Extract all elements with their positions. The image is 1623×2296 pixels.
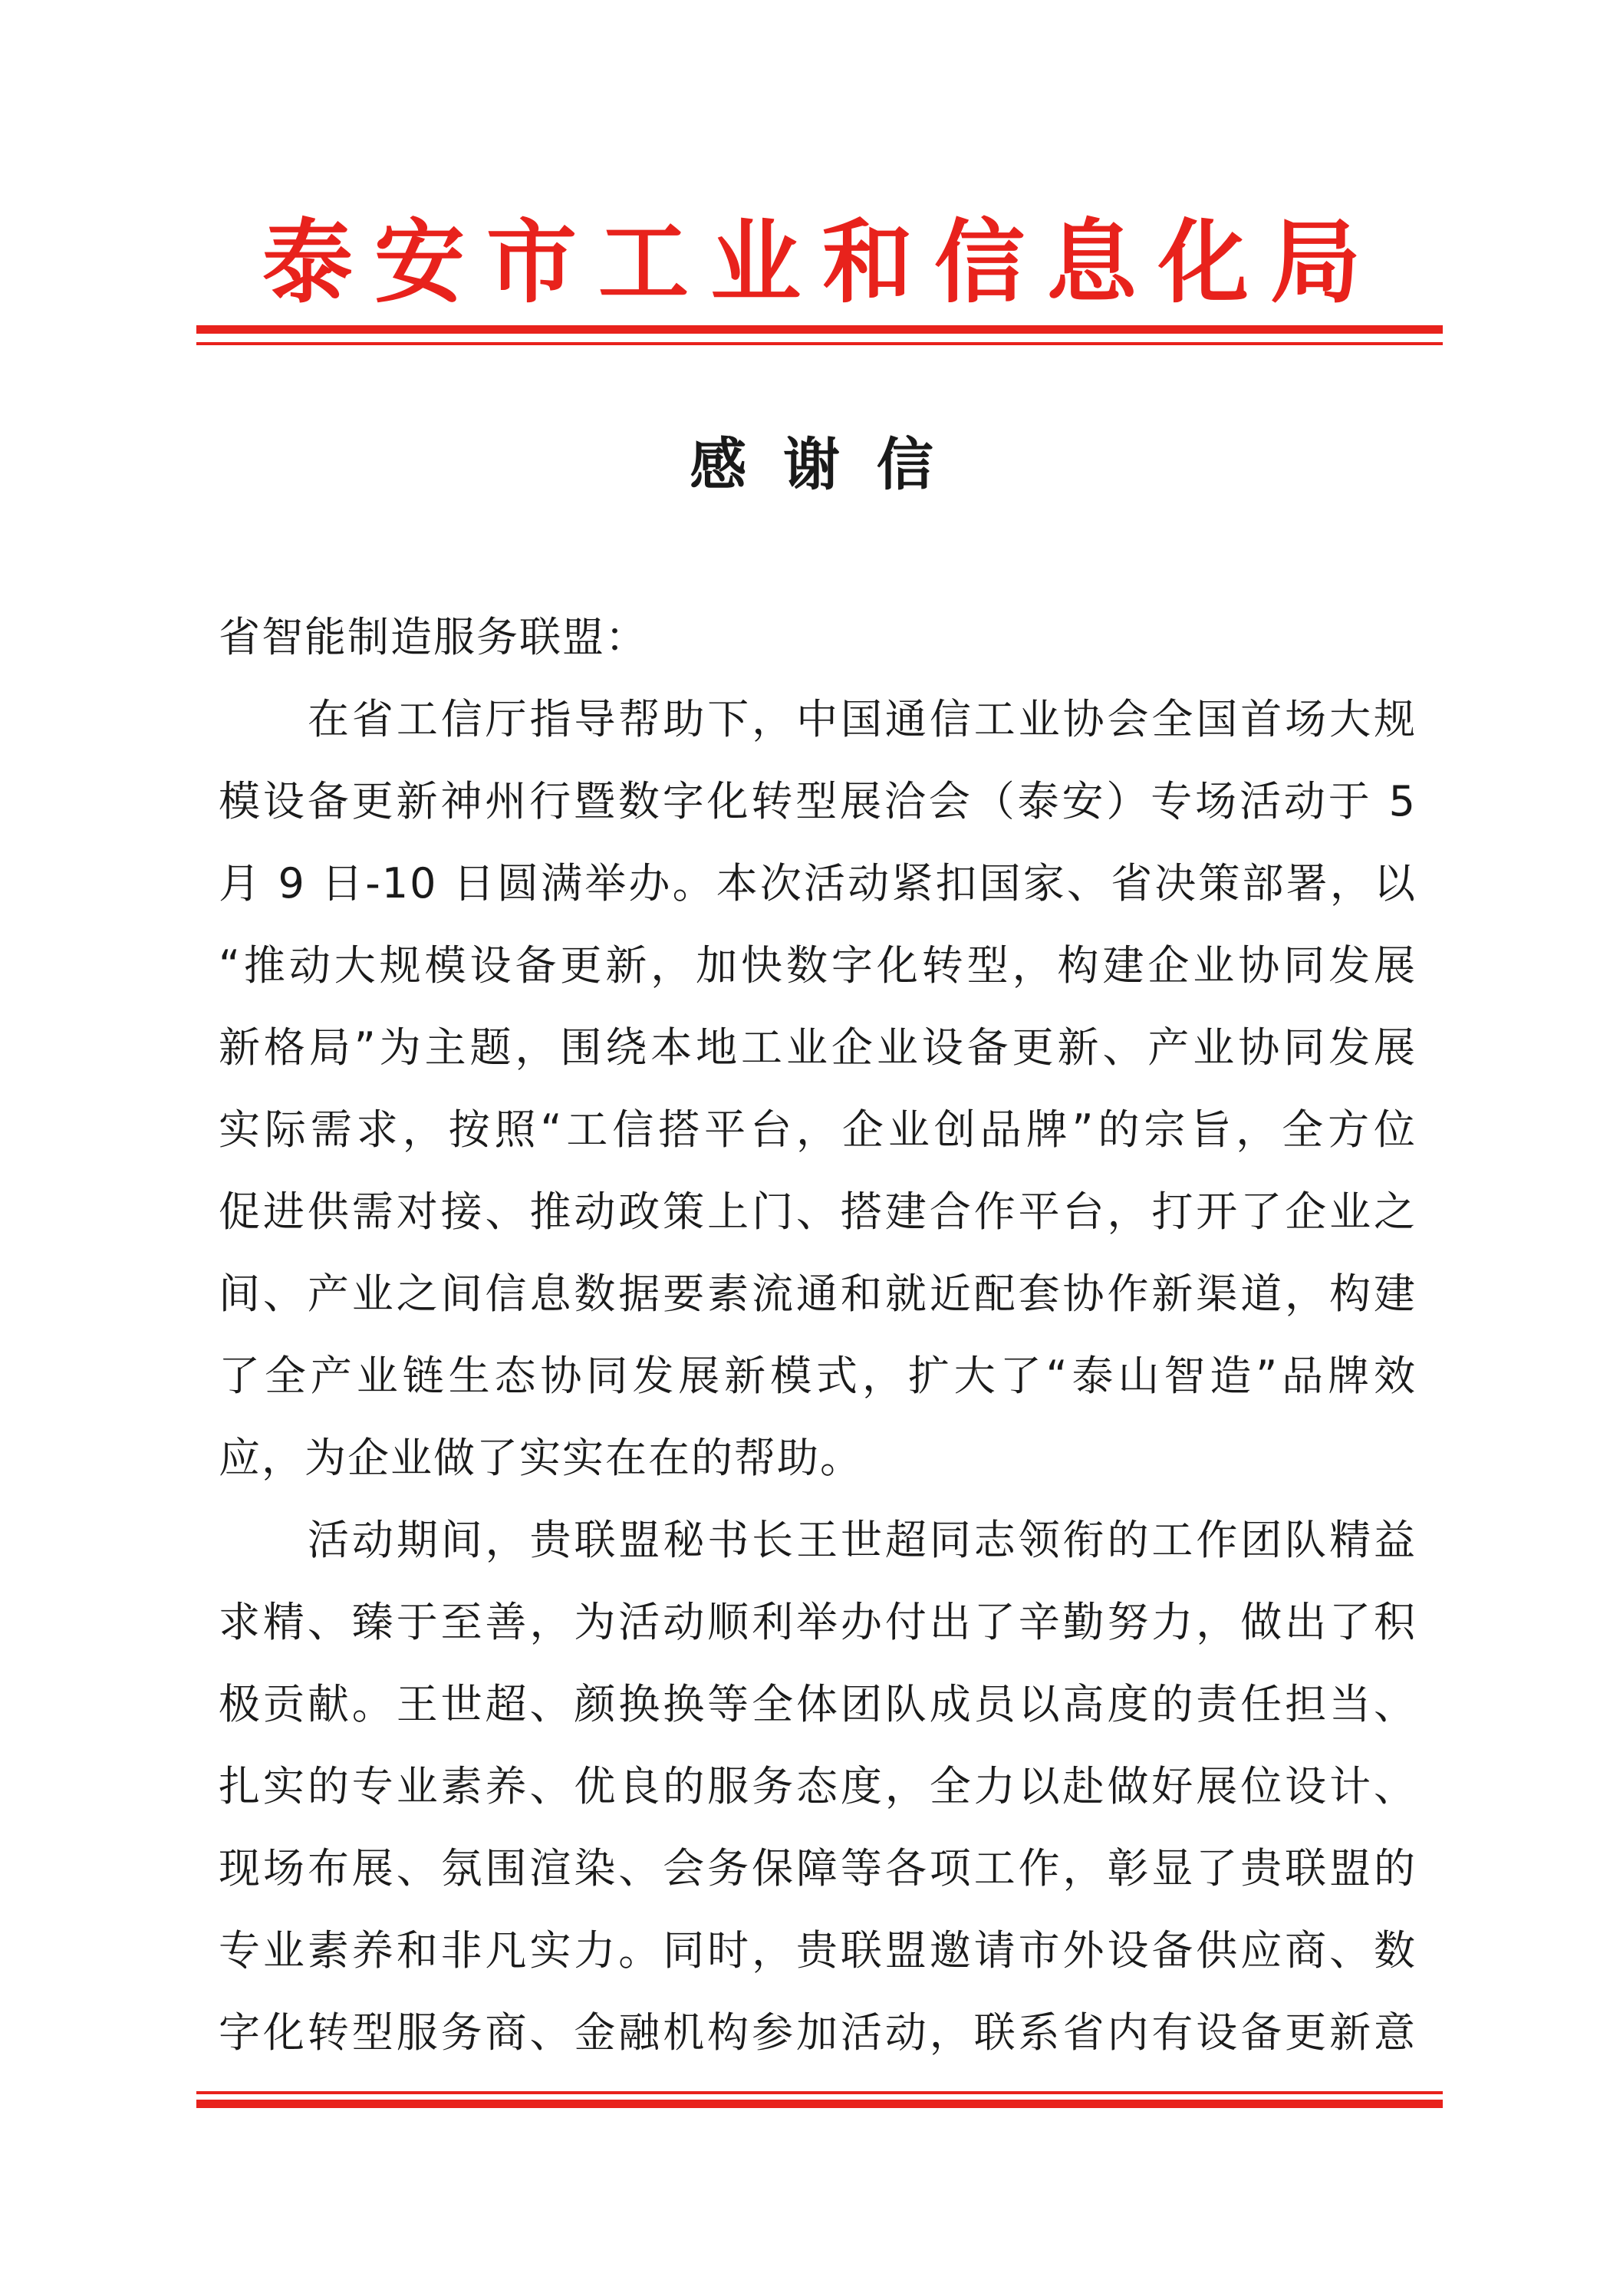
paragraph-line: 模设备更新神州行暨数字化转型展洽会（泰安）专场活动于 5 xyxy=(219,777,1417,825)
salutation: 省智能制造服务联盟： xyxy=(219,613,648,661)
body-paragraph-2 xyxy=(219,1499,1417,2074)
letterhead-rule-thick xyxy=(196,325,1443,334)
body-paragraph-1 xyxy=(219,678,1417,1499)
paragraph-line: 专业素养和非凡实力。同时，贵联盟邀请市外设备供应商、数 xyxy=(219,1926,1417,1975)
paragraph-line: 间、产业之间信息数据要素流通和就近配套协作新渠道，构建 xyxy=(219,1270,1417,1318)
paragraph-line: “推动大规模设备更新，加快数字化转型，构建企业协同发展 xyxy=(219,941,1417,990)
paragraph-line: 在省工信厅指导帮助下，中国通信工业协会全国首场大规 xyxy=(308,695,1417,743)
footer-rule-thick xyxy=(196,2100,1443,2108)
paragraph-line: 活动期间，贵联盟秘书长王世超同志领衔的工作团队精益 xyxy=(308,1516,1417,1564)
paragraph-line: 扎实的专业素养、优良的服务态度，全力以赴做好展位设计、 xyxy=(219,1762,1417,1810)
letterhead-rule-thin xyxy=(196,342,1443,345)
paragraph-line: 应，为企业做了实实在在的帮助。 xyxy=(219,1434,863,1482)
paragraph-line: 促进供需对接、推动政策上门、搭建合作平台，打开了企业之 xyxy=(219,1188,1417,1236)
document-title: 感 谢 信 xyxy=(690,432,942,498)
paragraph-line: 现场布展、氛围渲染、会务保障等各项工作，彰显了贵联盟的 xyxy=(219,1844,1417,1892)
paragraph-line: 求精、臻于至善，为活动顺利举办付出了辛勤努力，做出了积 xyxy=(219,1598,1417,1646)
letter-body xyxy=(219,596,1417,2074)
paragraph-line: 了全产业链生态协同发展新模式，扩大了“泰山智造”品牌效 xyxy=(219,1352,1417,1400)
paragraph-line: 极贡献。王世超、颜换换等全体团队成员以高度的责任担当、 xyxy=(219,1680,1417,1728)
letterhead-issuer-name: 泰安市工业和信息化局 xyxy=(262,209,1382,315)
footer-rule-thin xyxy=(196,2091,1443,2094)
paragraph-line: 新格局”为主题，围绕本地工业企业设备更新、产业协同发展 xyxy=(219,1023,1417,1072)
paragraph-line: 字化转型服务商、金融机构参加活动，联系省内有设备更新意 xyxy=(219,2008,1417,2057)
paragraph-line: 实际需求，按照“工信搭平台，企业创品牌”的宗旨，全方位 xyxy=(219,1105,1417,1154)
paragraph-line: 月 9 日-10 日圆满举办。本次活动紧扣国家、省决策部署，以 xyxy=(219,859,1417,908)
